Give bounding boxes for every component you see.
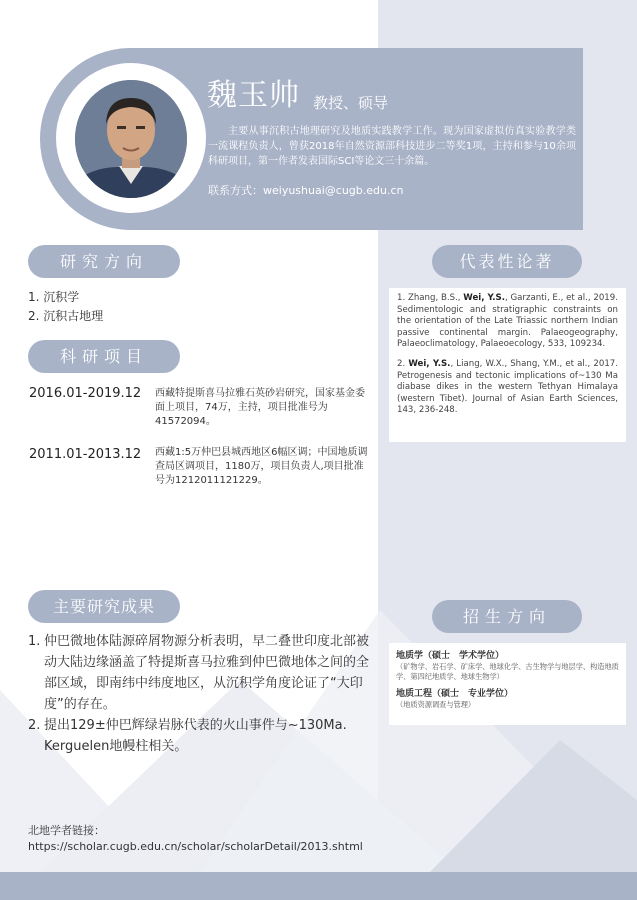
- paper-prefix: 1. Zhang, B.S.,: [397, 293, 464, 303]
- papers-box: [389, 288, 626, 442]
- list-item: 2. 沉积古地理: [28, 309, 104, 323]
- admissions-heading: 招生方向: [432, 600, 582, 633]
- paper-citation: , Garzanti, E., et al., 2019. Sedimentologic and stratigraphic constraints on the orientation of the Late Triassic northern Indian passive continental margin. Palaeogeography, Palaeoclimatology, Palaeoecology, 533, 109234.: [397, 293, 618, 350]
- degree-title: 地质学（硕士 学术学位）: [396, 651, 505, 661]
- projects-heading: 科研项目: [28, 340, 180, 373]
- contact-email[interactable]: 联系方式：weiyushuai@cugb.edu.cn: [208, 184, 404, 197]
- links-label: 北地学者链接：: [28, 824, 105, 837]
- list-item: 1. 沉积学: [28, 290, 80, 304]
- list-item: [28, 631, 374, 715]
- project-description: 西藏1:5万仲巴县城西地区6幅区调；中国地质调查局区调项目，1180万，项目负责人,项目批准号为1212011121229。: [155, 447, 368, 486]
- research-direction-list: [28, 288, 103, 326]
- paper-citation: , Liang, W.X., Shang, Y.M., et al., 2017. Petrogenesis and tectonic implications of~130 Ma diabase dikes in the western Tethyan Himalaya (western Tibet). Journal of Asian Earth Sciences, 143, 236-248.: [397, 358, 618, 416]
- paper-prefix: 2.: [397, 358, 409, 369]
- paper-author: Wei, Y.S.: [408, 358, 451, 369]
- achievements-list: [28, 631, 374, 757]
- papers-heading: 代表性论著: [432, 245, 582, 278]
- list-item: [28, 715, 374, 757]
- item-text: 仲巴微地体陆源碎屑物源分析表明，早二叠世印度北部被动大陆边缘涵盖了特提斯喜马拉雅到仲巴微地体之间的全部区域，即南纬中纬度地区，从沉积学角度论证了“大印度”的存在。: [44, 634, 370, 712]
- profile-photo: [75, 80, 187, 198]
- person-role: 教授、硕导: [313, 94, 389, 112]
- person-name: 魏玉帅: [207, 78, 300, 113]
- degree-fields: （地质资源调查与管理）: [396, 700, 476, 709]
- bottom-bar: [0, 872, 637, 900]
- degree-fields: （矿物学、岩石学、矿床学、地球化学、古生物学与地层学、构造地质学、第四纪地质学、地球生物学）: [396, 662, 619, 681]
- paper-entry: [397, 359, 618, 417]
- scholar-link[interactable]: https://scholar.cugb.edu.cn/scholar/scholarDetail/2013.shtml: [28, 840, 363, 853]
- degree-title: 地质工程（硕士 专业学位）: [396, 689, 514, 699]
- item-number: 2.: [28, 718, 41, 733]
- paper-entry: [397, 293, 618, 351]
- paper-author: Wei, Y.S.: [463, 293, 506, 303]
- project-description: 西藏特提斯喜马拉雅石英砂岩研究，国家基金委面上项目，74万，主持，项目批准号为41572094。: [155, 388, 365, 427]
- project-date: 2016.01-2019.12: [29, 386, 142, 401]
- scholar-links: [28, 823, 363, 855]
- bio-text: 主要从事沉积古地理研究及地质实践教学工作。现为国家虚拟仿真实验教学类一流课程负责人，曾获2018年自然资源部科技进步二等奖1项，主持和参与10余项科研项目，第一作者发表国际SCI等论文三十余篇。: [208, 126, 576, 167]
- research-direction-heading: 研究方向: [28, 245, 180, 278]
- project-date: 2011.01-2013.12: [29, 447, 142, 462]
- item-text: 提出129±仲巴辉绿岩脉代表的火山事件与~130Ma. Kerguelen地幔柱相关。: [44, 718, 347, 754]
- item-number: 1.: [28, 634, 41, 649]
- achievements-heading: 主要研究成果: [28, 590, 180, 623]
- admissions-box: [389, 643, 626, 725]
